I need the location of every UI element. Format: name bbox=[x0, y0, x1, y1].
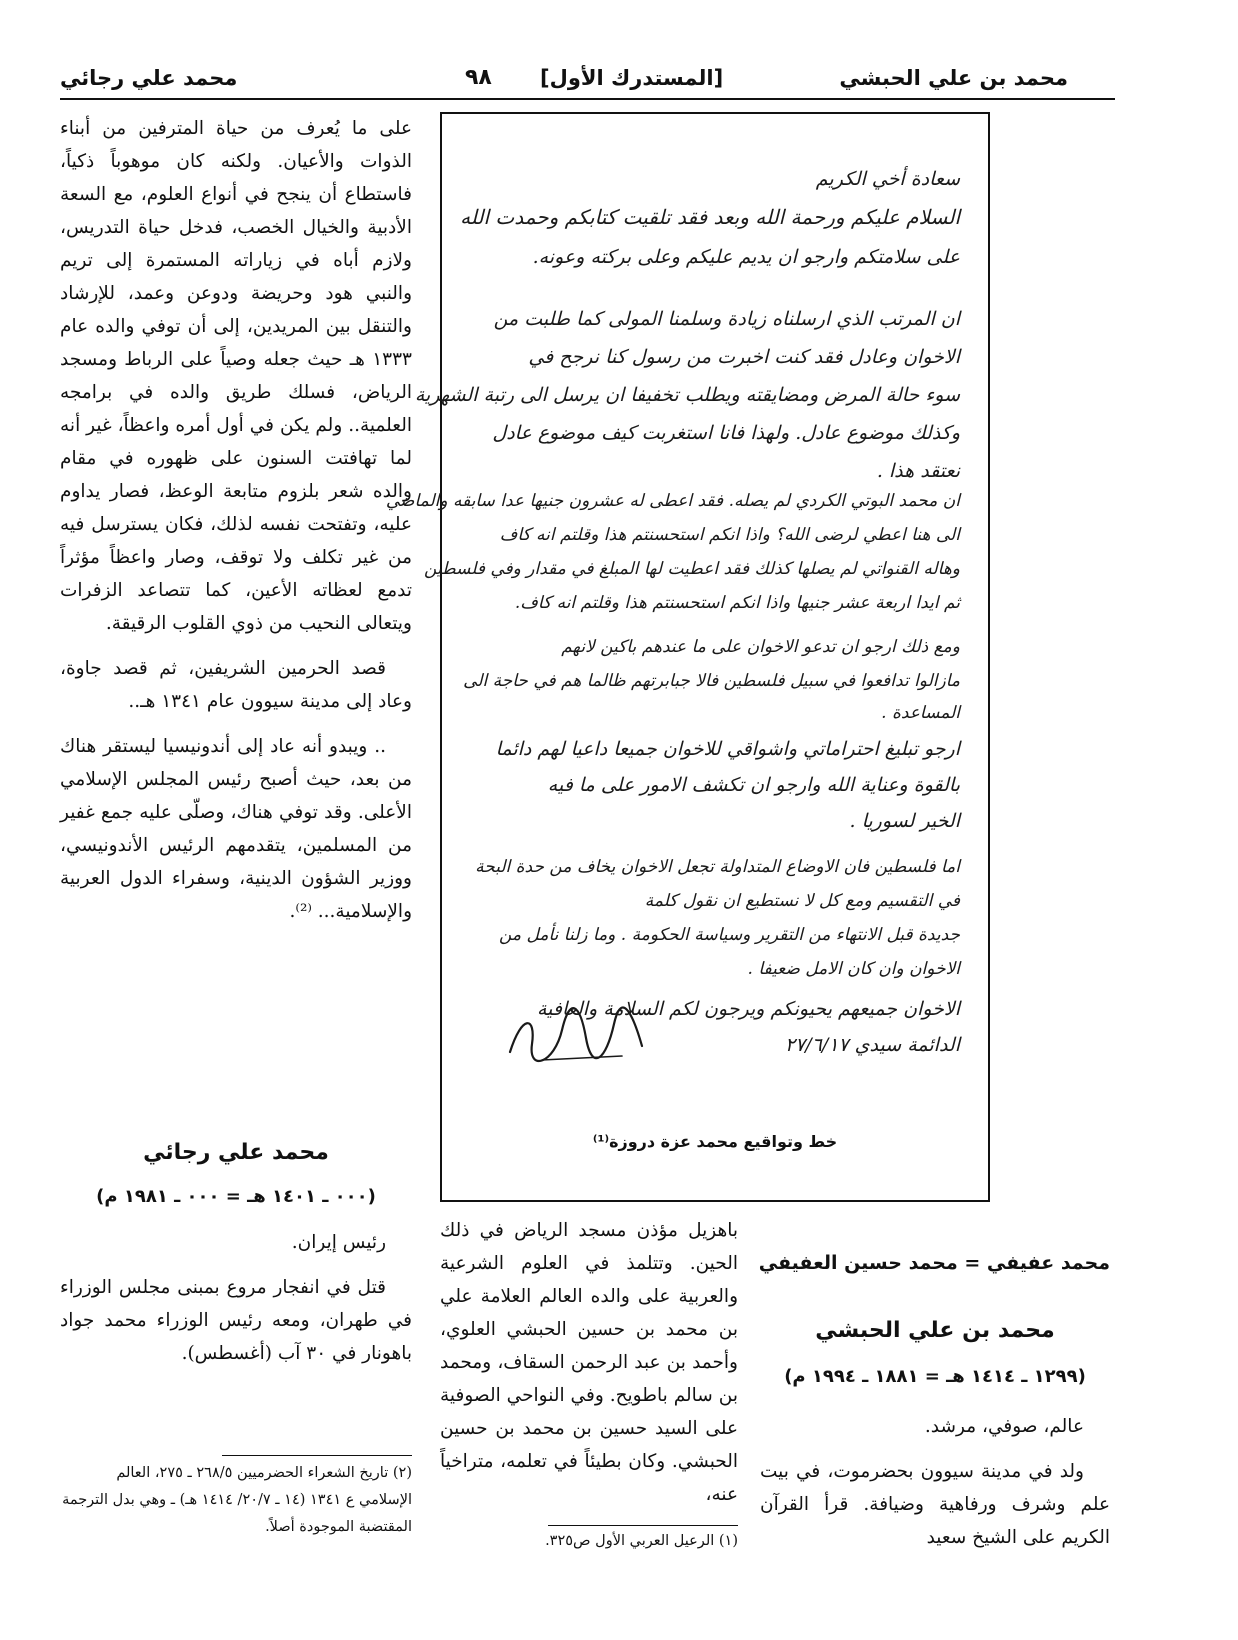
letter-line: وهاله القنواتي لم يصلها كذلك فقد اعطيت لها المبلغ في مقدار وفي فلسطين bbox=[424, 559, 960, 579]
letter-line: وكذلك موضوع عادل. ولهذا فانا استغربت كيف موضوع عادل bbox=[492, 422, 960, 444]
paragraph: على ما يُعرف من حياة المترفين من أبناء الذوات والأعيان. ولكنه كان موهوباً ذكياً، فاستطاع أن ينجح في أنواع العلوم، مع السعة الأدبية والخيال الخصب، فدخل حياة التدريس، ولازم أباه في زياراته المستمرة إلى تريم والنبي هود وحريضة ودوعن وعمد، للإرشاد والتنقل بين المريدين، إلى أن توفي والده عام ١٣٣٣ هـ حيث جعله وصياً على الرباط ومسجد الرياض، فسلك طريق والده في برامجه العلمية.. ولم يكن في أول أمره واعظاً، غير أنه لما تهافتت السنون على ظهوره في مقام والده شعر بلزوم متابعة الوعظ، فصار يداوم عليه، وتفتحت نفسه لذلك، فكان يسترسل فيه من غير تكلف ولا توقف، وصار واعظاً مؤثراً تدمع لعظاته الأعين، كما تتصاعد الزفرات ويتعالى النحيب من ذوي القلوب الرقيقة. bbox=[60, 118, 412, 634]
letter-line: السلام عليكم ورحمة الله وبعد فقد تلقيت كتابكم وحمدت الله bbox=[460, 205, 960, 229]
footnote-left bbox=[60, 1460, 412, 1541]
signature-mark bbox=[502, 994, 662, 1074]
paragraph: قتل في انفجار مروع بمبنى مجلس الوزراء في طهران، ومعه رئيس الوزراء محمد جواد باهونار في ٣٠ آب (أغسطس). bbox=[60, 1277, 412, 1364]
letter-line: المساعدة . bbox=[881, 703, 960, 723]
page-number: ٩٨ bbox=[465, 65, 492, 90]
cross-reference: محمد عفيفي = محمد حسين العفيفي bbox=[758, 1252, 1110, 1274]
left-column-text bbox=[60, 112, 412, 940]
letter-line: الخير لسوريا . bbox=[849, 810, 960, 832]
letter-line: في التقسيم ومع كل لا نستطيع ان نقول كلمة bbox=[644, 891, 960, 911]
entry-dates-rajai: (٠٠٠ ـ ١٤٠١ هـ = ٠٠٠ ـ ١٩٨١ م) bbox=[96, 1186, 376, 1207]
letter-line: ارجو تبليغ احتراماتي واشواقي للاخوان جميعا داعيا لهم دائما bbox=[495, 738, 960, 760]
header-rule bbox=[60, 98, 1115, 100]
entry-role: عالم، صوفي، مرشد. bbox=[924, 1416, 1084, 1437]
letter-line: الاخوان جميعهم يحيونكم ويرجون لكم السلامة والعافية bbox=[536, 998, 960, 1020]
entry-body-habshi bbox=[760, 1410, 1110, 1566]
entry-title-habshi: محمد بن علي الحبشي bbox=[815, 1318, 1055, 1343]
letter-line: الاخوان وان كان الامل ضعيفا . bbox=[747, 959, 960, 979]
paragraph: .. ويبدو أنه عاد إلى أندونيسيا ليستقر هناك من بعد، حيث أصبح رئيس المجلس الإسلامي الأعلى. وقد توفي هناك، وصلّى عليه جمع غفير من المسلمين، يتقدمهم الرئيس الأندونيسي، ووزير الشؤون الدينية، وسفراء الدول العربية والإسلامية... ⁽²⁾. bbox=[60, 736, 412, 922]
letter-line: ان المرتب الذي ارسلناه زيادة وسلمنا المولى كما طلبت من bbox=[493, 308, 960, 330]
middle-column-text bbox=[440, 1214, 738, 1523]
footnote-rule-middle bbox=[548, 1525, 738, 1526]
running-title-left: محمد علي رجائي bbox=[60, 66, 238, 90]
paragraph: ولد في مدينة سيوون بحضرموت، في بيت علم وشرف ورفاهية وضيافة. قرأ القرآن الكريم على الشيخ سعيد bbox=[760, 1461, 1110, 1548]
entry-title-rajai: محمد علي رجائي bbox=[143, 1140, 329, 1165]
letter-line: مازالوا تدافعوا في سبيل فلسطين فالا جبابرتهم ظالما هم في حاجة الى bbox=[463, 671, 960, 691]
footnote-middle bbox=[440, 1528, 738, 1555]
letter-line: اما فلسطين فان الاوضاع المتداولة تجعل الاخوان يخاف من حدة البحة bbox=[475, 857, 960, 877]
letter-line: نعتقد هذا . bbox=[876, 460, 960, 482]
letter-line: الدائمة سيدي ٢٧/٦/١٧ bbox=[784, 1034, 960, 1056]
letter-line: سعادة أخي الكريم bbox=[815, 168, 960, 190]
letter-line: جديدة قبل الانتهاء من التقرير وسياسة الحكومة . وما زلنا نأمل من bbox=[499, 925, 960, 945]
paragraph: قصد الحرمين الشريفين، ثم قصد جاوة، وعاد إلى مدينة سيوون عام ١٣٤١ هـ.. bbox=[60, 658, 412, 712]
letter-figure bbox=[385, 112, 990, 1202]
letter-line: ثم ايدا اربعة عشر جنيها واذا انكم استحسنتم هذا وقلتم انه كاف. bbox=[514, 593, 960, 613]
paragraph: باهزيل مؤذن مسجد الرياض في ذلك الحين. وتتلمذ في العلوم الشرعية والعربية على والده العالم العلامة علي بن محمد بن حسين الحبشي العلوي، وأحمد بن عبد الرحمن السقاف، ومحمد بن سالم باطويح. وفي النواحي الصوفية على السيد حسين بن محمد بن حسين الحبشي. وكان بطيئاً في تعلمه، متراخياً عنه، bbox=[440, 1220, 738, 1505]
entry-dates-habshi: (١٢٩٩ ـ ١٤١٤ هـ = ١٨٨١ ـ ١٩٩٤ م) bbox=[784, 1366, 1086, 1387]
letter-line: على سلامتكم وارجو ان يديم عليكم وعلى بركته وعونه. bbox=[532, 246, 960, 268]
footnote-rule-left bbox=[222, 1455, 412, 1456]
running-title-right: محمد بن علي الحبشي bbox=[839, 66, 1068, 90]
running-title-center: [المستدرك الأول] bbox=[540, 66, 724, 90]
entry-body-rajai bbox=[60, 1226, 412, 1382]
footnote-2: (٢) تاريخ الشعراء الحضرميين ٢٦٨/٥ ـ ٢٧٥، العالم الإسلامي ع ١٣٤١ (١٤ ـ ٢٠/٧/ ١٤١٤ هـ) ـ وهي بدل الترجمة المقتضبة الموجودة أصلاً. bbox=[62, 1465, 412, 1535]
footnote-1: (١) الرعيل العربي الأول ص٣٢٥. bbox=[545, 1533, 738, 1549]
letter-line: الاخوان وعادل فقد كنت اخبرت من رسول كنا نرجح في bbox=[528, 346, 960, 368]
figure-caption: خط وتواقيع محمد عزة دروزة⁽¹⁾ bbox=[592, 1132, 838, 1151]
entry-role: رئيس إيران. bbox=[291, 1232, 386, 1253]
letter-line: الى هنا اعطي لرضى الله؟ واذا انكم استحسنتم هذا وقلتم انه كاف bbox=[499, 525, 960, 545]
letter-line: بالقوة وعناية الله وارجو ان تكشف الامور على ما فيه bbox=[547, 774, 960, 796]
letter-line: ومع ذلك ارجو ان تدعو الاخوان على ما عندهم باكين لانهم bbox=[561, 637, 960, 657]
letter-line: ان محمد البوتي الكردي لم يصله. فقد اعطى له عشرون جنيها عدا سابقه والماضي bbox=[385, 491, 960, 511]
letter-line: سوء حالة المرض ومضايقته ويطلب تخفيفا ان يرسل الى رتبة الشهرية bbox=[414, 384, 960, 406]
